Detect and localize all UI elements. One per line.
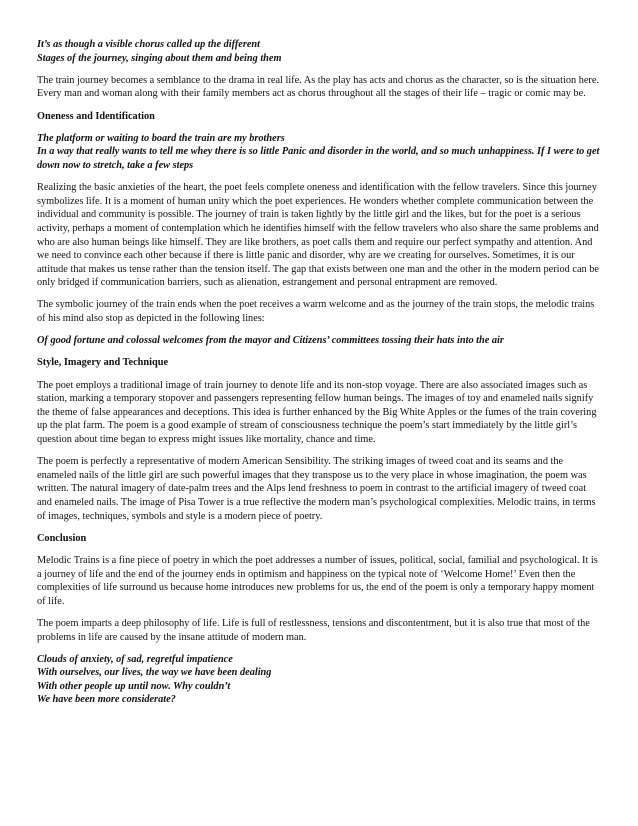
paragraph-sensibility: The poem is perfectly a representative of modern American Sensibility. The striking images of tweed coat and its seams and the enameled nails of the little girl are such powerful images that they transpose us to the very place in whose imagination, the poem was written. The natural imagery of date-palm trees and the Alps lend freshness to poem in contrast to the artificial imagery of tweed coat and enameled nails. The image of Pisa Tower is a true reflective the modern man’s psychological complexities. Melodic trains, in terms of images, techniques, symbols and style is a modern piece of poetry.: [37, 456, 596, 522]
document-page: [37, 38, 603, 716]
heading-style: Style, Imagery and Technique: [37, 357, 169, 369]
paragraph-symbolic: The symbolic journey of the train ends when the poet receives a warm welcome and as the journey of the train stops, the melodic trains of his mind also stop as depicted in the following lines:: [37, 299, 595, 325]
paragraph-conclusion: Melodic Trains is a fine piece of poetry in which the poet addresses a number of issues, political, social, familial and psychological. It is a journey of life and the end of the journey ends in optimism and happiness on the typical note of ‘Welcome Home!’ Even then the complexities of life surround us because home introduces new problems for us, the end of the poem is only a temporary happy moment of life.: [37, 554, 598, 607]
quote-line: With ourselves, our lives, the way we have been dealing: [37, 667, 272, 679]
paragraph-drama: The train journey becomes a semblance to the drama in real life. As the play has acts and chorus as the character, so is the situation here. Every man and woman along with their family members act as chorus throughout all the stages of their life – tragic or comic may be.: [37, 74, 599, 100]
quote-line: The platform or waiting to board the train are my brothers: [37, 132, 285, 144]
quote-clouds: [37, 653, 603, 707]
quote-fortune: Of good fortune and colossal welcomes from the mayor and Citizens’ committees tossing their hats into the air: [37, 335, 504, 347]
quote-line: Clouds of anxiety, of sad, regretful impatience: [37, 653, 233, 665]
quote-line: In a way that really wants to tell me whey there is so little Panic and disorder in the world, and so much unhappiness. If I were to get down now to stretch, take a few steps: [37, 146, 600, 171]
heading-oneness: Oneness and Identification: [37, 110, 155, 122]
paragraph-anxieties: Realizing the basic anxieties of the heart, the poet feels complete oneness and identification with the fellow travelers. Since this journey symbolizes life. It is a moment of human unity which the poet experiences. He wonders whether complete communication between the individual and community is possible. The journey of train is taken lightly by the little girl and the likes, but for the poet is a serious activity, perhaps a moment of contemplation which he identifies himself with the fellow travelers who also share the same problems and who are also human beings like himself. They are like brothers, as poet calls them and require our perfect sympathy and attention. And we need to convince each other because if there is little panic and disorder, why are we creating for ourselves. Sometimes, it is our attitude that makes us tense rather than the tension itself. The gap that exists between one man and the other in the modern period can be only bridged if communication barriers, such as alienation, estrangement and personal entrapment are removed.: [37, 182, 599, 289]
quote-chorus: [37, 38, 603, 65]
quote-line: With other people up until now. Why couldn’t: [37, 680, 231, 692]
heading-conclusion: Conclusion: [37, 532, 87, 544]
paragraph-philosophy: The poem imparts a deep philosophy of life. Life is full of restlessness, tensions and discontentment, but it is also true that most of the problems in life are caused by the insane attitude of modern man.: [37, 617, 590, 643]
quote-line: It’s as though a visible chorus called up the different: [37, 39, 261, 50]
quote-line: Stages of the journey, singing about them and being them: [37, 52, 282, 64]
quote-line: We have been more considerate?: [37, 694, 176, 706]
paragraph-images: The poet employs a traditional image of train journey to denote life and its non-stop voyage. There are also associated images such as station, marking a temporary stopover and passengers representing fellow human beings. The images of toy and enameled nails signify the theme of false appearances and deceptions. This idea is further enhanced by the Big White Apples or the fumes of the train covering up the plat farm. The poem is a good example of stream of consciousness technique the poem’s start immediately by the little girl’s question about time began to express might issues like mortality, chance and time.: [37, 379, 597, 445]
quote-platform: [37, 132, 603, 173]
